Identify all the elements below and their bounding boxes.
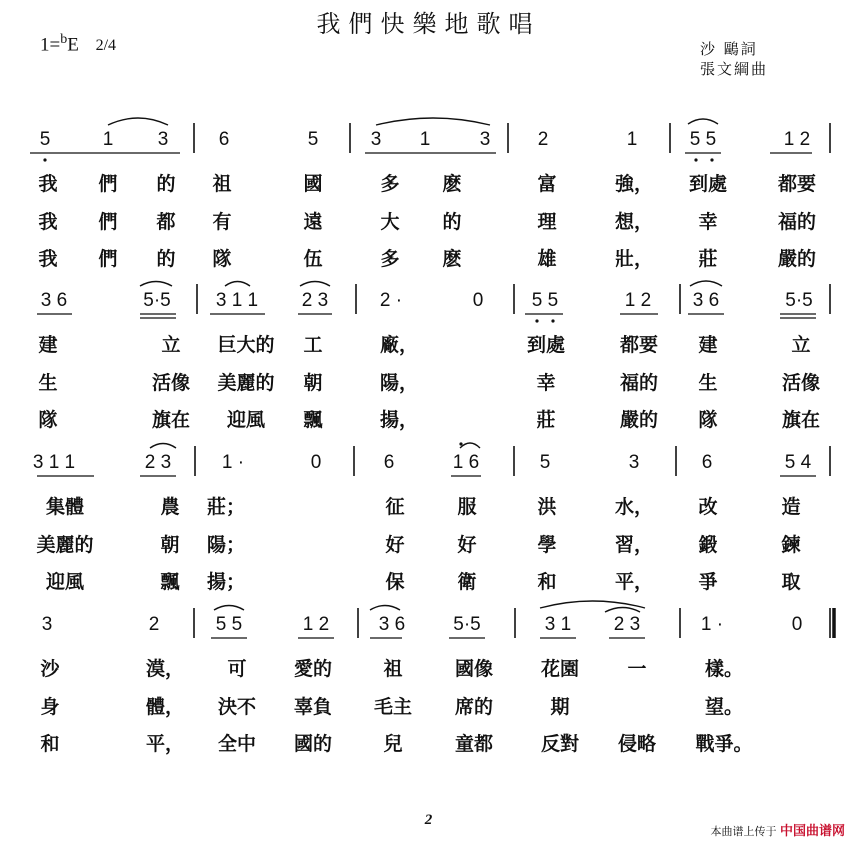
key-prefix: 1=	[40, 34, 61, 56]
lyric-0-1-4: 遠	[303, 211, 323, 233]
note-3-2: 5 5	[215, 614, 243, 635]
lyric-1-2-5: 莊	[536, 409, 556, 431]
lyric-0-2-2: 的	[156, 248, 176, 270]
lyric-3-0-4: 祖	[383, 658, 403, 680]
lyric-1-2-0: 隊	[38, 409, 58, 431]
lyric-0-1-8: 想，	[614, 211, 654, 233]
lyric-0-0-6: 麽	[442, 173, 462, 195]
lyric-1-0-2: 巨大的	[217, 334, 275, 356]
note-3-1: 2	[148, 614, 160, 635]
lyric-3-1-6: 期	[550, 696, 570, 718]
lyric-3-0-5: 國像	[454, 658, 494, 680]
note-0-8: 2	[537, 129, 549, 150]
slur	[688, 119, 718, 124]
note-2-8: 6	[701, 452, 713, 473]
lyric-1-1-6: 福的	[619, 372, 659, 394]
lyric-3-2-4: 兒	[383, 733, 403, 755]
lyric-0-0-2: 的	[156, 173, 176, 195]
octave-dot	[535, 319, 538, 322]
lyric-2-1-2: 陽；	[206, 534, 246, 556]
lyricist-credit: 沙 鷗詞	[700, 40, 758, 58]
note-2-9: 5 4	[784, 452, 812, 473]
lyric-3-2-5: 童都	[454, 733, 494, 755]
note-2-2: 1 ·	[221, 452, 245, 473]
octave-dot	[43, 158, 46, 161]
lyric-2-1-8: 鍊	[781, 534, 801, 556]
lyric-0-1-6: 的	[442, 211, 462, 233]
slur	[540, 601, 645, 608]
lyric-1-0-3: 工	[303, 334, 323, 356]
note-0-10: 5 5	[689, 129, 717, 150]
lyric-1-2-3: 飄	[303, 409, 323, 431]
octave-dot	[694, 158, 697, 161]
note-1-9: 5·5	[785, 290, 813, 311]
footer-text: 本曲谱上传于	[710, 825, 777, 838]
lyric-1-0-7: 建	[698, 334, 718, 356]
slur	[370, 606, 400, 611]
note-1-1: 5·5	[143, 290, 171, 311]
note-3-7: 2 3	[613, 614, 641, 635]
lyric-1-2-8: 旗在	[781, 409, 821, 431]
lyric-2-1-3: 好	[385, 534, 405, 556]
octave-dot	[710, 158, 713, 161]
lyric-0-1-1: 們	[98, 211, 118, 233]
lyric-2-0-4: 服	[457, 496, 477, 518]
note-1-5: 0	[472, 290, 484, 311]
lyric-1-2-4: 揚，	[379, 409, 419, 431]
octave-dot	[551, 319, 554, 322]
lyric-3-2-0: 和	[40, 733, 60, 755]
lyric-0-1-0: 我	[38, 211, 58, 233]
octave-dot	[459, 442, 462, 445]
lyric-1-0-4: 廠，	[379, 334, 419, 356]
lyric-0-0-1: 們	[98, 173, 118, 195]
site-footer	[710, 820, 845, 839]
note-0-4: 5	[307, 129, 319, 150]
lyric-1-1-4: 陽，	[379, 372, 419, 394]
lyric-1-1-7: 生	[698, 372, 718, 394]
lyric-3-0-1: 漠，	[145, 658, 185, 680]
lyric-0-2-10: 嚴的	[777, 248, 817, 270]
lyric-1-0-0: 建	[38, 334, 58, 356]
lyric-2-1-7: 鍛	[698, 534, 718, 556]
note-0-6: 1	[419, 129, 431, 150]
lyric-0-1-2: 都	[156, 211, 176, 233]
note-1-7: 1 2	[624, 290, 652, 311]
lyric-1-1-1: 活像	[151, 372, 191, 394]
lyric-0-0-10: 都要	[777, 173, 817, 195]
slur	[605, 608, 640, 613]
lyric-2-2-5: 和	[537, 571, 557, 593]
lyric-2-0-1: 農	[160, 496, 180, 518]
lyric-1-1-2: 美麗的	[217, 372, 275, 394]
time-signature: 2/4	[95, 37, 117, 55]
page-number: 2	[424, 812, 433, 828]
note-1-4: 2 ·	[379, 290, 403, 311]
slur	[376, 118, 490, 125]
lyric-1-2-6: 嚴的	[619, 409, 659, 431]
lyric-3-0-8: 樣。	[704, 658, 744, 680]
note-0-1: 1	[102, 129, 114, 150]
lyric-1-2-7: 隊	[698, 409, 718, 431]
lyric-0-2-3: 隊	[212, 248, 232, 270]
lyric-0-0-7: 富	[537, 173, 557, 195]
lyric-2-1-0: 美麗的	[36, 534, 94, 556]
lyric-3-2-3: 國的	[293, 733, 333, 755]
note-0-7: 3	[479, 129, 491, 150]
lyric-1-0-5: 到處	[526, 334, 566, 356]
lyric-2-2-3: 保	[385, 571, 405, 593]
note-3-0: 3	[41, 614, 53, 635]
lyric-0-0-8: 強，	[614, 173, 654, 195]
lyric-1-0-8: 立	[791, 334, 811, 356]
lyric-2-0-6: 水，	[614, 496, 654, 518]
lyric-0-0-4: 國	[303, 173, 323, 195]
note-0-3: 6	[218, 129, 230, 150]
note-1-0: 3 6	[40, 290, 68, 311]
lyric-3-2-7: 侵略	[617, 733, 657, 755]
note-2-6: 5	[539, 452, 551, 473]
lyric-0-0-9: 到處	[688, 173, 728, 195]
lyric-0-2-8: 壯，	[614, 248, 654, 270]
key-note: E	[67, 34, 79, 56]
lyric-2-2-0: 迎風	[45, 571, 85, 593]
lyric-0-2-1: 們	[98, 248, 118, 270]
lyric-3-2-8: 戰爭。	[695, 733, 753, 755]
lyric-1-1-5: 幸	[536, 372, 556, 394]
lyric-1-0-6: 都要	[619, 334, 659, 356]
note-2-5: 1 6	[452, 452, 480, 473]
site-logo: 中国曲谱网	[779, 824, 845, 839]
note-1-8: 3 6	[692, 290, 720, 311]
note-2-0: 3 1 1	[32, 452, 76, 473]
lyric-0-1-5: 大	[380, 211, 400, 233]
slur	[225, 282, 250, 287]
note-0-5: 3	[370, 129, 382, 150]
lyric-2-0-3: 征	[385, 496, 405, 518]
note-0-0: 5	[39, 129, 51, 150]
lyric-3-1-4: 毛主	[373, 696, 413, 718]
lyric-0-2-0: 我	[38, 248, 58, 270]
note-1-6: 5 5	[531, 290, 559, 311]
lyric-3-0-3: 愛的	[293, 658, 333, 680]
note-3-4: 3 6	[378, 614, 406, 635]
slur	[140, 282, 172, 287]
lyric-3-2-6: 反對	[540, 733, 580, 755]
slur	[150, 444, 176, 449]
lyric-0-1-3: 有	[212, 211, 232, 233]
song-title: 我們快樂地歌唱	[316, 10, 541, 38]
lyric-3-0-6: 花園	[540, 658, 580, 680]
note-1-2: 3 1 1	[215, 290, 259, 311]
note-3-3: 1 2	[302, 614, 330, 635]
slur	[300, 282, 330, 287]
lyric-3-2-2: 全中	[217, 733, 257, 755]
lyric-0-2-5: 多	[380, 248, 400, 270]
lyric-3-0-0: 沙	[40, 658, 60, 680]
key-flat: b	[60, 32, 68, 47]
lyric-0-1-9: 幸	[698, 211, 718, 233]
lyric-0-0-0: 我	[38, 173, 58, 195]
lyric-2-2-2: 揚；	[206, 571, 246, 593]
lyric-2-0-0: 集體	[45, 496, 85, 518]
lyric-0-2-6: 麽	[442, 248, 462, 270]
lyric-0-2-9: 莊	[698, 248, 718, 270]
note-2-1: 2 3	[144, 452, 172, 473]
lyric-1-2-2: 迎風	[226, 409, 266, 431]
note-2-4: 6	[383, 452, 395, 473]
lyric-0-2-4: 伍	[303, 248, 323, 270]
lyric-3-1-0: 身	[40, 696, 60, 718]
lyric-2-2-1: 飄	[160, 571, 180, 593]
lyric-2-2-6: 平，	[614, 571, 654, 593]
lyric-1-1-0: 生	[38, 372, 58, 394]
note-3-9: 0	[791, 614, 803, 635]
slur	[214, 606, 244, 611]
lyric-1-2-1: 旗在	[151, 409, 191, 431]
note-3-8: 1 ·	[700, 614, 724, 635]
lyric-2-0-5: 洪	[537, 496, 557, 518]
lyric-1-1-8: 活像	[781, 372, 821, 394]
composer-credit: 張文綱曲	[700, 60, 769, 78]
lyric-3-1-1: 體，	[145, 696, 185, 718]
lyric-3-1-2: 決不	[217, 696, 257, 718]
lyric-1-1-3: 朝	[303, 372, 323, 394]
lyric-2-0-7: 改	[698, 496, 718, 518]
slur	[460, 443, 480, 448]
lyric-1-0-1: 立	[161, 334, 181, 356]
lyric-3-1-5: 席的	[454, 696, 494, 718]
lyric-3-0-2: 可	[227, 658, 247, 680]
lyric-2-2-8: 取	[781, 571, 801, 593]
note-2-7: 3	[628, 452, 640, 473]
lyric-2-1-5: 學	[537, 534, 557, 556]
lyric-3-1-8: 望。	[704, 696, 744, 718]
lyric-2-1-1: 朝	[160, 534, 180, 556]
lyric-2-1-6: 習，	[614, 534, 654, 556]
lyric-2-0-8: 造	[781, 496, 801, 518]
slur	[690, 281, 722, 286]
note-3-6: 3 1	[544, 614, 572, 635]
note-3-5: 5·5	[453, 614, 481, 635]
lyric-2-0-2: 莊；	[206, 496, 246, 518]
note-0-11: 1 2	[783, 129, 811, 150]
lyric-0-2-7: 雄	[537, 248, 557, 270]
note-2-3: 0	[310, 452, 322, 473]
slur	[108, 118, 168, 125]
lyric-3-2-1: 平，	[145, 733, 185, 755]
lyric-2-2-7: 爭	[698, 571, 718, 593]
note-0-2: 3	[157, 129, 169, 150]
lyric-3-1-3: 辜負	[293, 696, 333, 718]
lyric-0-0-5: 多	[380, 173, 400, 195]
note-1-3: 2 3	[301, 290, 329, 311]
lyric-3-0-7: 一	[627, 658, 647, 680]
lyric-2-1-4: 好	[457, 534, 477, 556]
lyric-0-0-3: 祖	[212, 173, 232, 195]
note-0-9: 1	[626, 129, 638, 150]
lyric-0-1-10: 福的	[777, 211, 817, 233]
lyric-2-2-4: 衛	[457, 571, 477, 593]
lyric-0-1-7: 理	[537, 211, 557, 233]
